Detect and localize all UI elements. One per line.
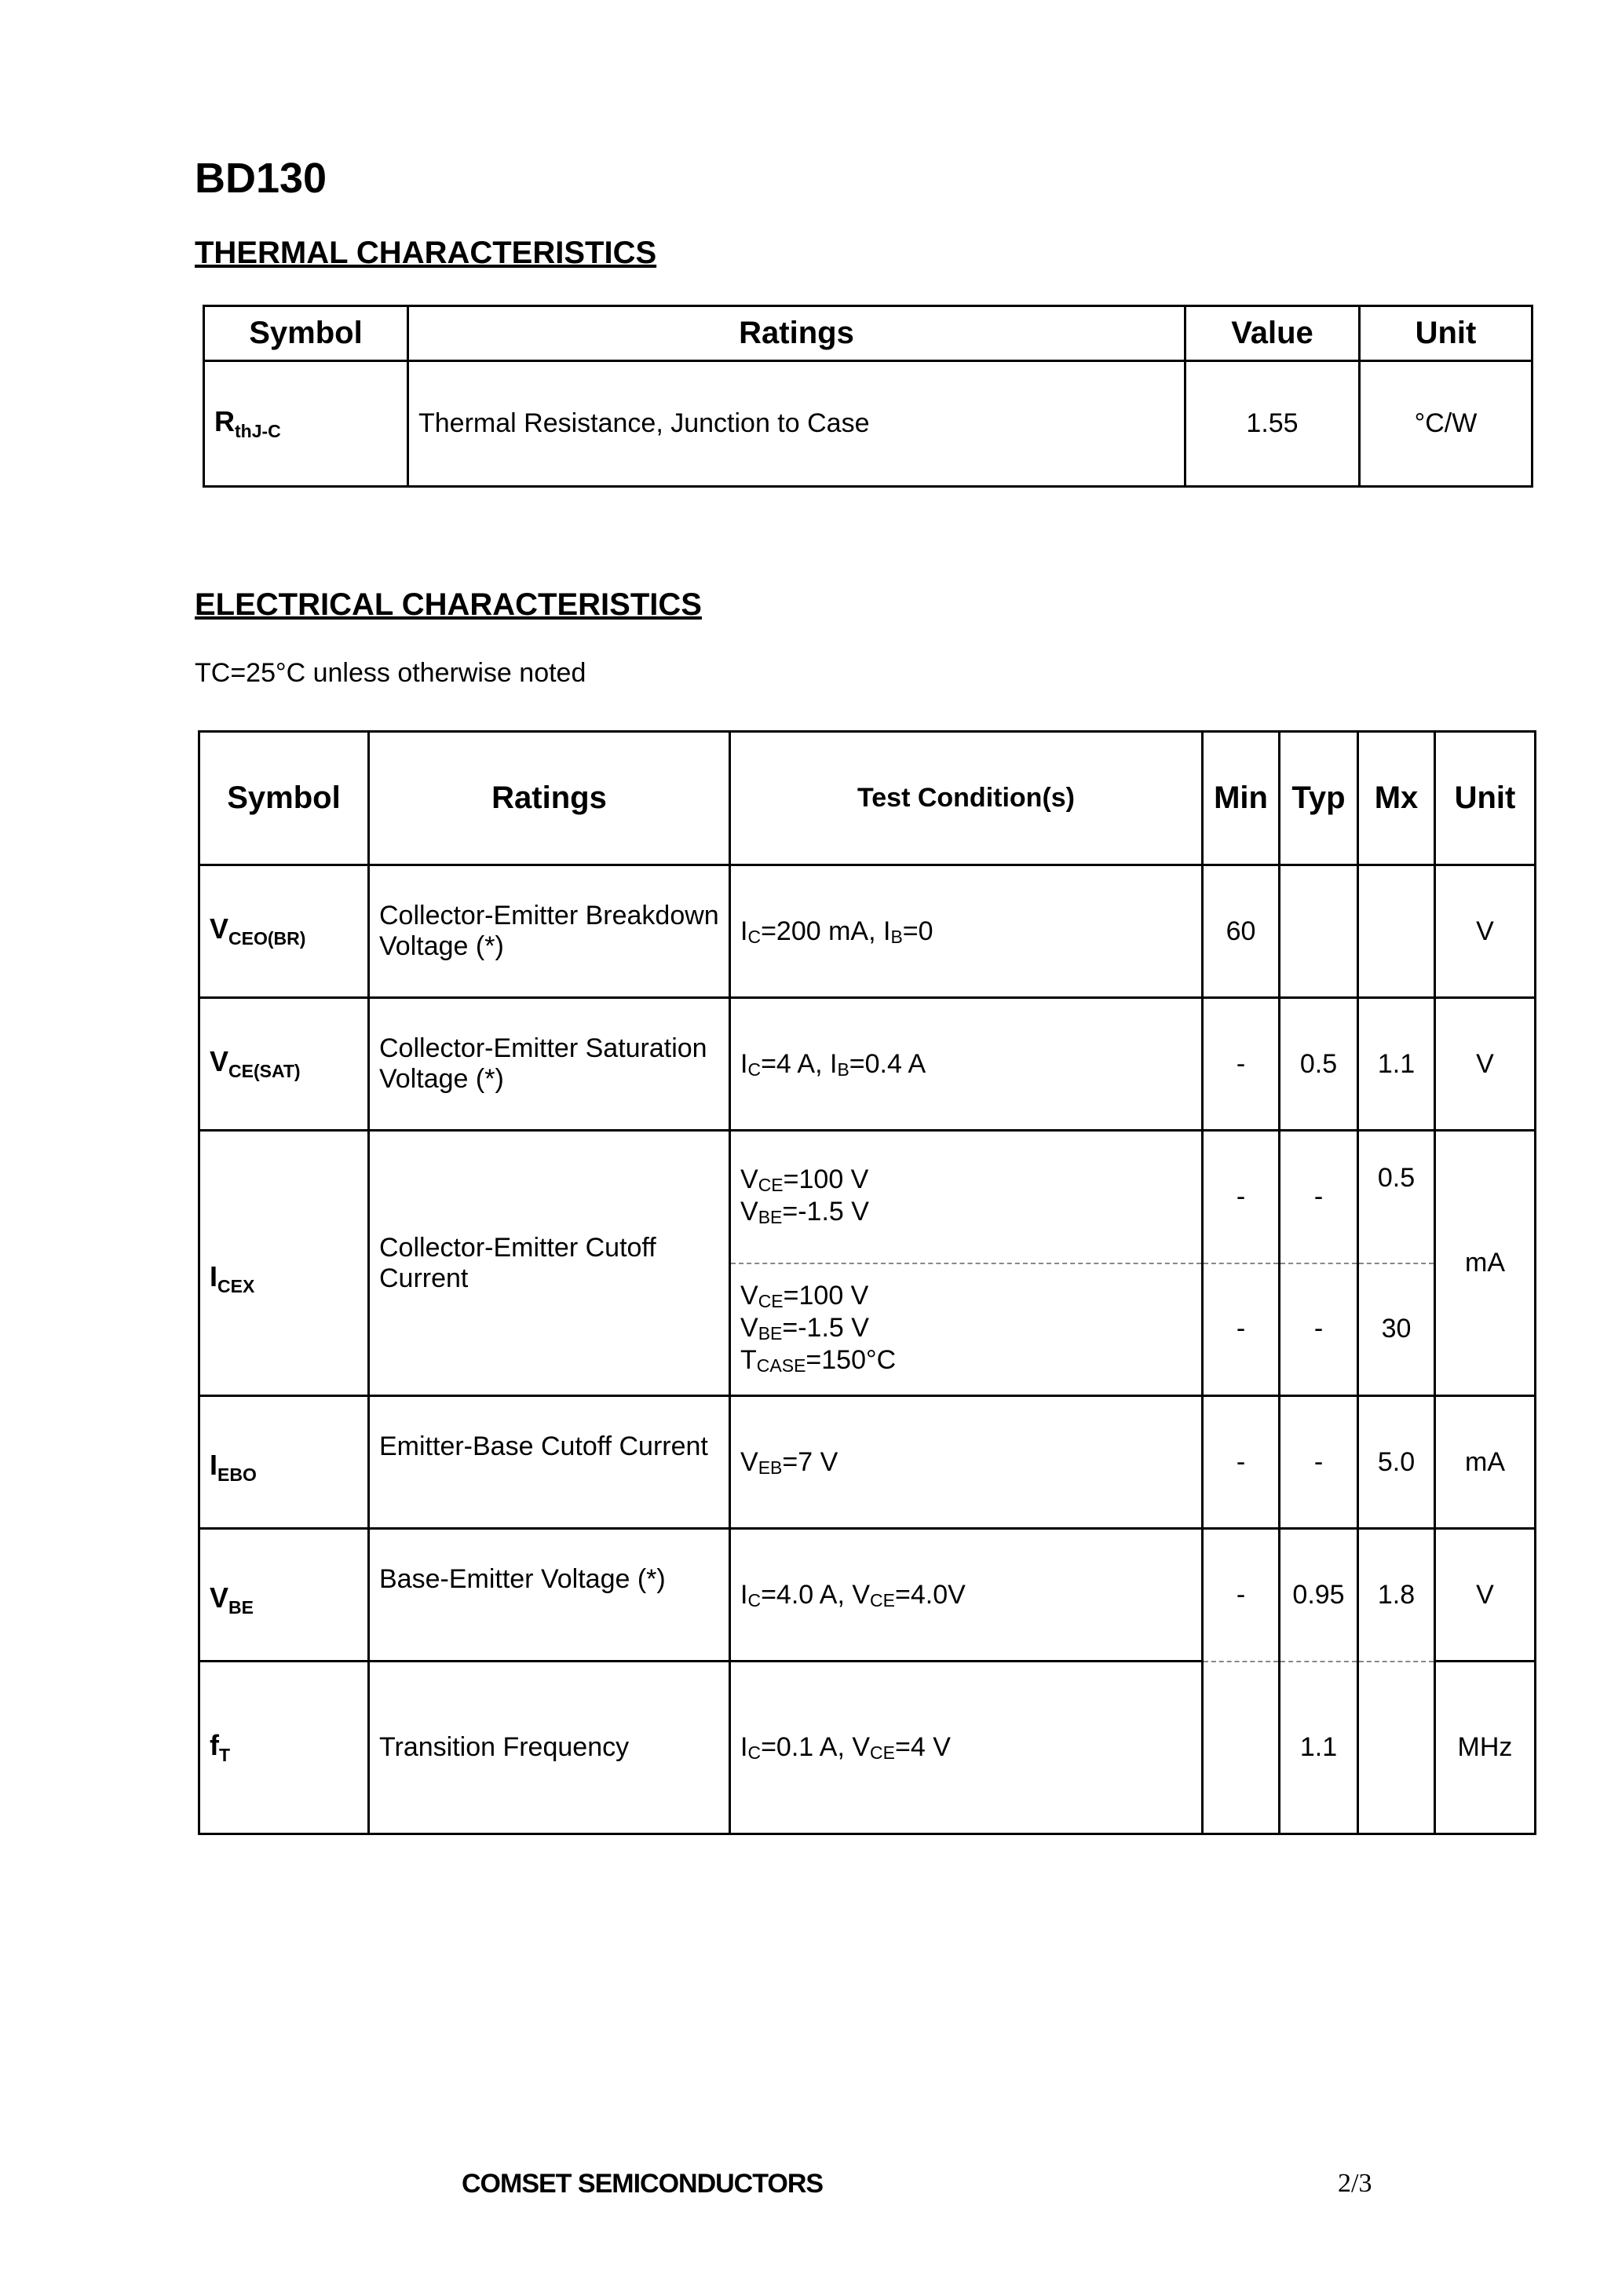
elec-header-min: Min [1203,732,1280,865]
thermal-header-unit: Unit [1360,306,1532,361]
thermal-symbol: $R_{thJ-C}$ [204,361,408,487]
rating-iebo: Emitter-Base Cutoff Current [369,1396,730,1529]
symbol-iebo: $I_{EBO}$ [199,1396,369,1529]
rating-icex: Collector-Emitter Cutoff Current [369,1131,730,1396]
condition-vcesat: $I_C=4$ A, $I_B=0.4$ A [730,998,1203,1131]
table-row [199,998,1536,1131]
rating-vcesat: Collector-Emitter Saturation Voltage (*) [369,998,730,1131]
min-icex-b: - [1203,1263,1280,1396]
typ-iebo: - [1280,1396,1358,1529]
max-icex-b: 30 [1358,1263,1435,1396]
thermal-unit: °C/W [1360,361,1532,487]
max-ft [1358,1662,1435,1834]
elec-header-symbol: Symbol [199,732,369,865]
unit-vbe: V [1435,1529,1536,1662]
elec-header-typ: Typ [1280,732,1358,865]
table-row [199,1396,1536,1529]
typ-vcesat: 0.5 [1280,998,1358,1131]
min-ft [1203,1662,1280,1834]
thermal-section-title: THERMAL CHARACTERISTICS [195,236,657,270]
min-vcesat: - [1203,998,1280,1131]
min-vceo: 60 [1203,865,1280,998]
symbol-vceo: $V_{CEO(BR)}$ [199,865,369,998]
symbol-ft: $f_T$ [199,1662,369,1834]
condition-ft: $I_C=0.1$ A, $V_{CE}=4$ V [730,1662,1203,1834]
max-icex-a: 0.5 [1358,1131,1435,1263]
thermal-row [204,361,1532,487]
typ-vceo [1280,865,1358,998]
table-row [199,1131,1536,1263]
elec-header-ratings: Ratings [369,732,730,865]
max-vceo [1358,865,1435,998]
typ-ft: 1.1 [1280,1662,1358,1834]
max-vcesat: 1.1 [1358,998,1435,1131]
electrical-section-title: ELECTRICAL CHARACTERISTICS [195,587,702,622]
condition-icex-b: $V_{CE}=100$ V $V_{BE}=-1.5$ V $T_{CASE}=150^\circ C$ [730,1263,1203,1396]
condition-vbe: $I_C=4.0$ A, $V_{CE}=4.0V$ [730,1529,1203,1662]
part-number: BD130 [195,155,327,202]
thermal-table [203,305,1533,488]
min-icex-a: - [1203,1131,1280,1263]
condition-iebo: $V_{EB}=7$ V [730,1396,1203,1529]
thermal-header-symbol: Symbol [204,306,408,361]
symbol-icex: $I_{CEX}$ [199,1131,369,1396]
thermal-header-value: Value [1185,306,1360,361]
max-iebo: 5.0 [1358,1396,1435,1529]
min-iebo: - [1203,1396,1280,1529]
rating-ft: Transition Frequency [369,1662,730,1834]
unit-iebo: mA [1435,1396,1536,1529]
min-vbe: - [1203,1529,1280,1662]
symbol-vcesat: $V_{CE(SAT)}$ [199,998,369,1131]
condition-icex-a: $V_{CE}=100$ V $V_{BE}=-1.5$ V [730,1131,1203,1263]
elec-header-unit: Unit [1435,732,1536,865]
elec-header-max: Mx [1358,732,1435,865]
typ-vbe: 0.95 [1280,1529,1358,1662]
thermal-header-ratings: Ratings [408,306,1185,361]
table-row [199,1662,1536,1834]
electrical-header-row [199,732,1536,865]
typ-icex-b: - [1280,1263,1358,1396]
rating-vceo: Collector-Emitter Breakdown Voltage (*) [369,865,730,998]
symbol-vbe: $V_{BE}$ [199,1529,369,1662]
condition-vceo: $I_C=200$ mA, $I_B=0$ [730,865,1203,998]
rating-vbe: Base-Emitter Voltage (*) [369,1529,730,1662]
typ-icex-a: - [1280,1131,1358,1263]
unit-ft: MHz [1435,1662,1536,1834]
footer-company: COMSET SEMICONDUCTORS [462,2169,824,2199]
max-vbe: 1.8 [1358,1529,1435,1662]
table-row [199,865,1536,998]
thermal-rating: Thermal Resistance, Junction to Case [408,361,1185,487]
thermal-header-row [204,306,1532,361]
electrical-note: TC=25°C unless otherwise noted [195,658,586,688]
table-row [199,1529,1536,1662]
unit-vceo: V [1435,865,1536,998]
footer-page-number: 2/3 [1338,2169,1372,2198]
unit-vcesat: V [1435,998,1536,1131]
electrical-table [198,730,1536,1835]
unit-icex: mA [1435,1131,1536,1396]
elec-header-condition: Test Condition(s) [730,732,1203,865]
thermal-value: 1.55 [1185,361,1360,487]
